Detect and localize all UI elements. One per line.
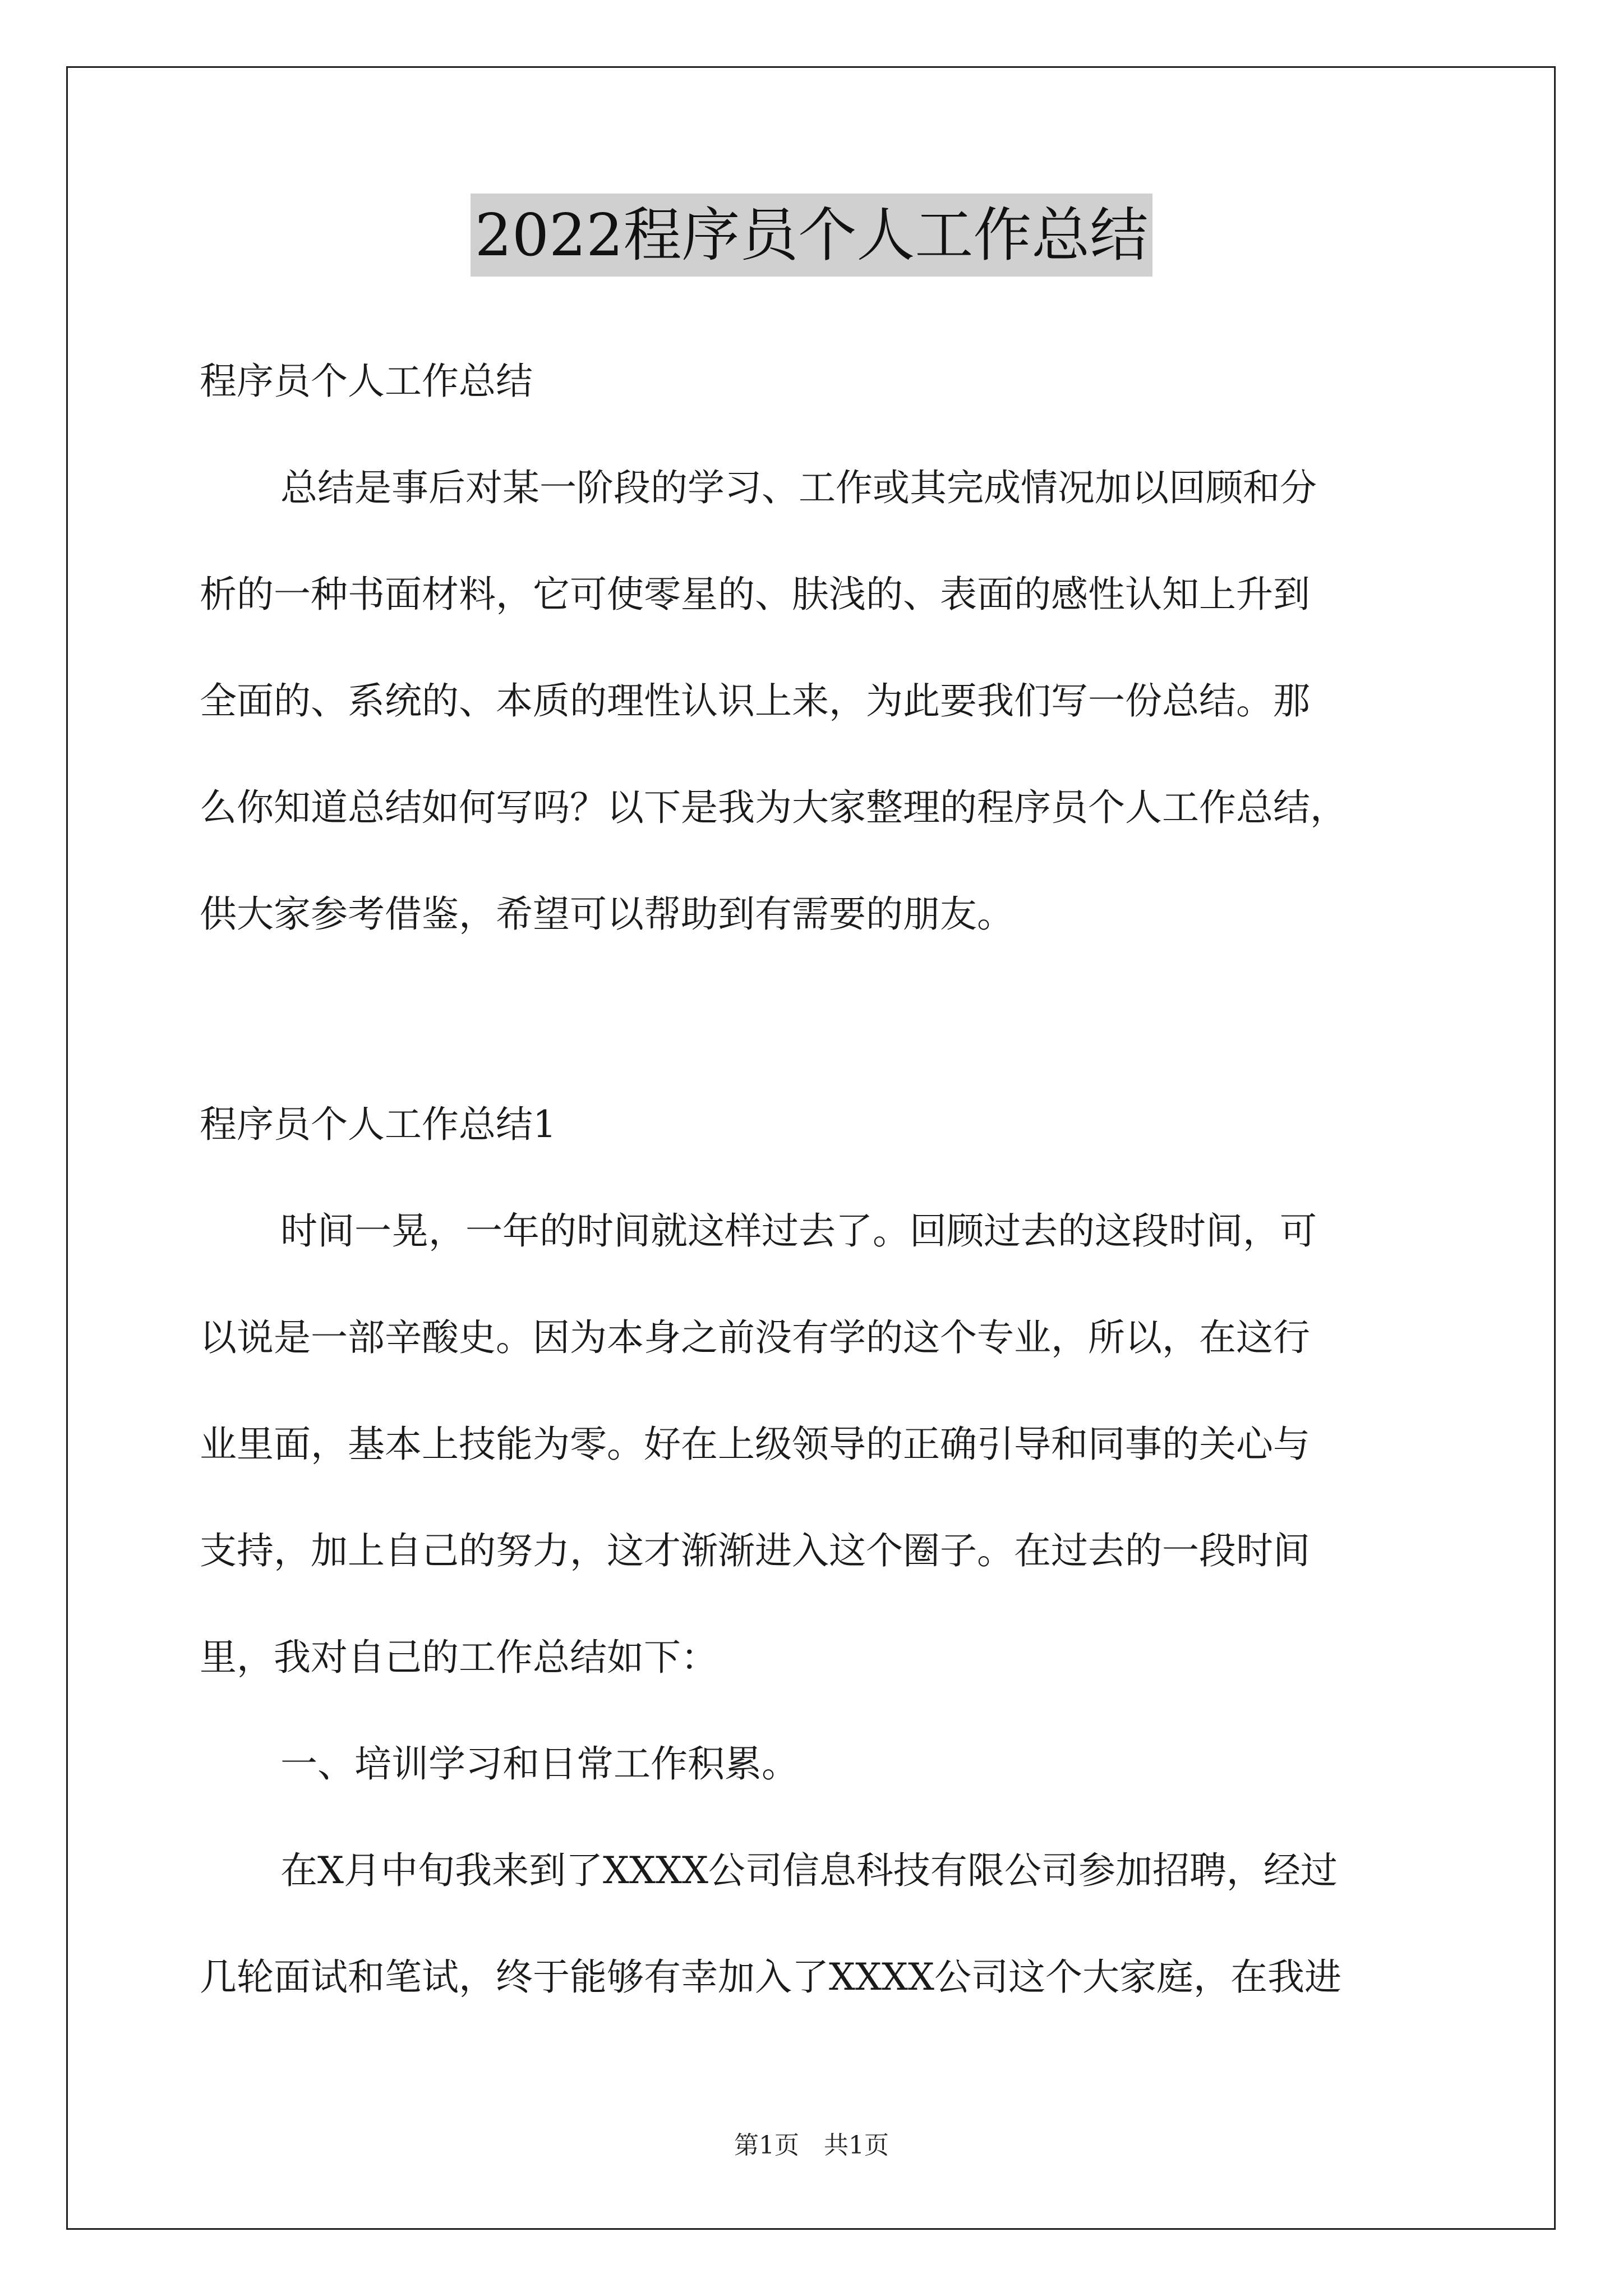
intro-line: 么你知道总结如何写吗？以下是我为大家整理的程序员个人工作总结，: [200, 786, 1347, 829]
section-line: 以说是一部辛酸史。因为本身之前没有学的这个专业，所以，在这行: [200, 1316, 1310, 1359]
intro-line: 供大家参考借鉴，希望可以帮助到有需要的朋友。: [200, 892, 1014, 936]
document-title: 2022程序员个人工作总结: [471, 194, 1153, 277]
intro-line: 总结是事后对某一阶段的学习、工作或其完成情况加以回顾和分: [280, 466, 1317, 509]
section-line: 业里面，基本上技能为零。好在上级领导的正确引导和同事的关心与: [200, 1423, 1310, 1466]
subtitle: 程序员个人工作总结: [200, 360, 533, 403]
section-line: 支持，加上自己的努力，这才渐渐进入这个圈子。在过去的一段时间: [200, 1529, 1310, 1572]
title-container: [0, 194, 1623, 277]
intro-line: 全面的、系统的、本质的理性认识上来，为此要我们写一份总结。那: [200, 679, 1310, 723]
section-line: 里，我对自己的工作总结如下：: [200, 1636, 718, 1679]
point-heading: 一、培训学习和日常工作积累。: [280, 1742, 799, 1786]
intro-line: 析的一种书面材料，它可使零星的、肤浅的、表面的感性认知上升到: [200, 573, 1310, 616]
page-footer: [0, 2129, 1623, 2162]
point-line: 几轮面试和笔试，终于能够有幸加入了XXXX公司这个大家庭，在我进: [200, 1955, 1341, 1999]
section-line: 时间一晃，一年的时间就这样过去了。回顾过去的这段时间，可: [280, 1209, 1317, 1253]
page-total: 共1页: [824, 2131, 889, 2160]
section-heading: 程序员个人工作总结1: [200, 1103, 556, 1146]
point-line: 在X月中旬我来到了XXXX公司信息科技有限公司参加招聘，经过: [280, 1849, 1338, 1892]
page-number: 第1页: [734, 2131, 799, 2160]
